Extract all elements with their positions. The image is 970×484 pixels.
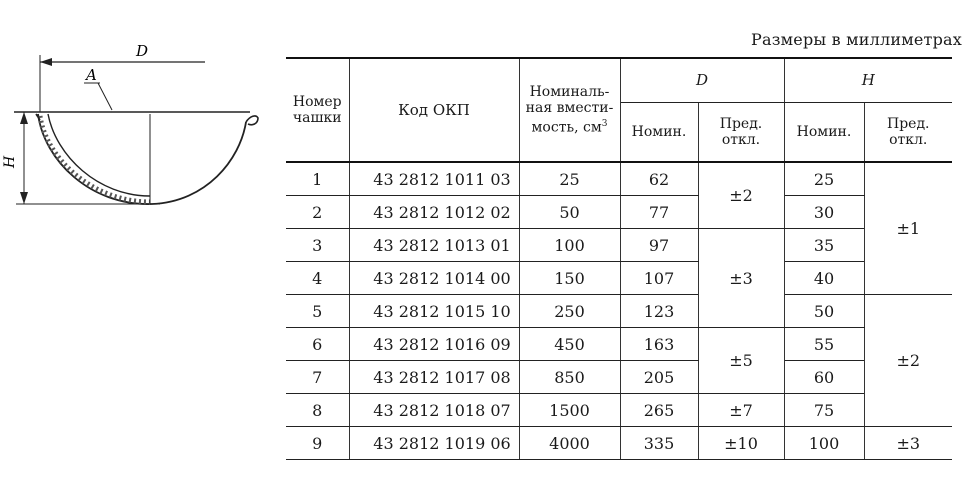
header-h-group: H <box>784 58 952 102</box>
cell-cup-number: 1 <box>286 162 349 196</box>
header-d-group: D <box>620 58 784 102</box>
cell-h-nominal: 35 <box>784 229 864 262</box>
cell-capacity: 100 <box>519 229 620 262</box>
cell-okp-code: 43 2812 1019 06 <box>349 427 519 460</box>
h-arrow-bottom <box>20 192 28 204</box>
table-row <box>286 162 952 196</box>
table-row <box>286 427 952 460</box>
cell-d-nominal: 77 <box>620 196 698 229</box>
header-cup-number: Номер чашки <box>286 58 349 162</box>
cell-capacity: 250 <box>519 295 620 328</box>
header-capacity: Номиналь- ная вмести- мость, $см^3$ <box>519 58 620 162</box>
header-h-nominal: Номин. <box>784 102 864 162</box>
cell-okp-code: 43 2812 1012 02 <box>349 196 519 229</box>
cell-d-nominal: 163 <box>620 328 698 361</box>
table-row <box>286 361 952 394</box>
cell-d-nominal: 62 <box>620 162 698 196</box>
cell-capacity: 450 <box>519 328 620 361</box>
cell-h-tolerance: ±2 <box>864 295 952 427</box>
cell-h-nominal: 25 <box>784 162 864 196</box>
header-d-tolerance: Пред. откл. <box>698 102 784 162</box>
cell-d-tolerance: ±10 <box>698 427 784 460</box>
d-arrowhead <box>40 58 52 66</box>
cell-d-tolerance: ±3 <box>698 229 784 328</box>
cell-okp-code: 43 2812 1016 09 <box>349 328 519 361</box>
cell-h-nominal: 50 <box>784 295 864 328</box>
cell-h-nominal: 100 <box>784 427 864 460</box>
cell-h-nominal: 55 <box>784 328 864 361</box>
cell-h-nominal: 30 <box>784 196 864 229</box>
cell-okp-code: 43 2812 1018 07 <box>349 394 519 427</box>
table-row <box>286 262 952 295</box>
cell-cup-number: 8 <box>286 394 349 427</box>
cell-d-tolerance: ±7 <box>698 394 784 427</box>
table-row <box>286 394 952 427</box>
d-label: D <box>136 42 149 60</box>
cell-h-tolerance: ±1 <box>864 162 952 295</box>
cell-okp-code: 43 2812 1011 03 <box>349 162 519 196</box>
cell-cup-number: 6 <box>286 328 349 361</box>
cell-cup-number: 7 <box>286 361 349 394</box>
cell-okp-code: 43 2812 1013 01 <box>349 229 519 262</box>
a-leader-line <box>98 83 112 110</box>
cell-h-tolerance: ±3 <box>864 427 952 460</box>
cell-okp-code: 43 2812 1014 00 <box>349 262 519 295</box>
cell-okp-code: 43 2812 1017 08 <box>349 361 519 394</box>
table-row <box>286 196 952 229</box>
table-row <box>286 295 952 328</box>
cup-drawing <box>0 0 290 484</box>
cell-cup-number: 5 <box>286 295 349 328</box>
cell-d-nominal: 107 <box>620 262 698 295</box>
header-okp-code: Код ОКП <box>349 58 519 162</box>
cell-capacity: 150 <box>519 262 620 295</box>
cell-h-nominal: 40 <box>784 262 864 295</box>
cell-d-nominal: 205 <box>620 361 698 394</box>
table-row <box>286 328 952 361</box>
h-label: H <box>2 155 18 168</box>
cell-capacity: 4000 <box>519 427 620 460</box>
cell-cup-number: 2 <box>286 196 349 229</box>
cell-cup-number: 4 <box>286 262 349 295</box>
header-d-nominal: Номин. <box>620 102 698 162</box>
cup-spout <box>246 116 258 125</box>
cell-capacity: 25 <box>519 162 620 196</box>
cell-capacity: 850 <box>519 361 620 394</box>
cell-h-nominal: 75 <box>784 394 864 427</box>
dimensions-table <box>286 57 952 460</box>
cell-d-tolerance: ±5 <box>698 328 784 394</box>
cell-okp-code: 43 2812 1015 10 <box>349 295 519 328</box>
cell-d-nominal: 97 <box>620 229 698 262</box>
cell-d-nominal: 123 <box>620 295 698 328</box>
cell-d-tolerance: ±2 <box>698 162 784 229</box>
cell-cup-number: 9 <box>286 427 349 460</box>
units-caption: Размеры в миллиметрах <box>751 30 962 49</box>
cell-d-nominal: 335 <box>620 427 698 460</box>
cell-capacity: 50 <box>519 196 620 229</box>
cell-capacity: 1500 <box>519 394 620 427</box>
cell-d-nominal: 265 <box>620 394 698 427</box>
cell-h-nominal: 60 <box>784 361 864 394</box>
h-arrow-top <box>20 112 28 124</box>
a-label: A <box>86 66 97 84</box>
cell-cup-number: 3 <box>286 229 349 262</box>
header-h-tolerance: Пред. откл. <box>864 102 952 162</box>
cup-outer-wall <box>38 114 246 204</box>
table-row <box>286 229 952 262</box>
cup-inner-wall <box>48 114 150 196</box>
